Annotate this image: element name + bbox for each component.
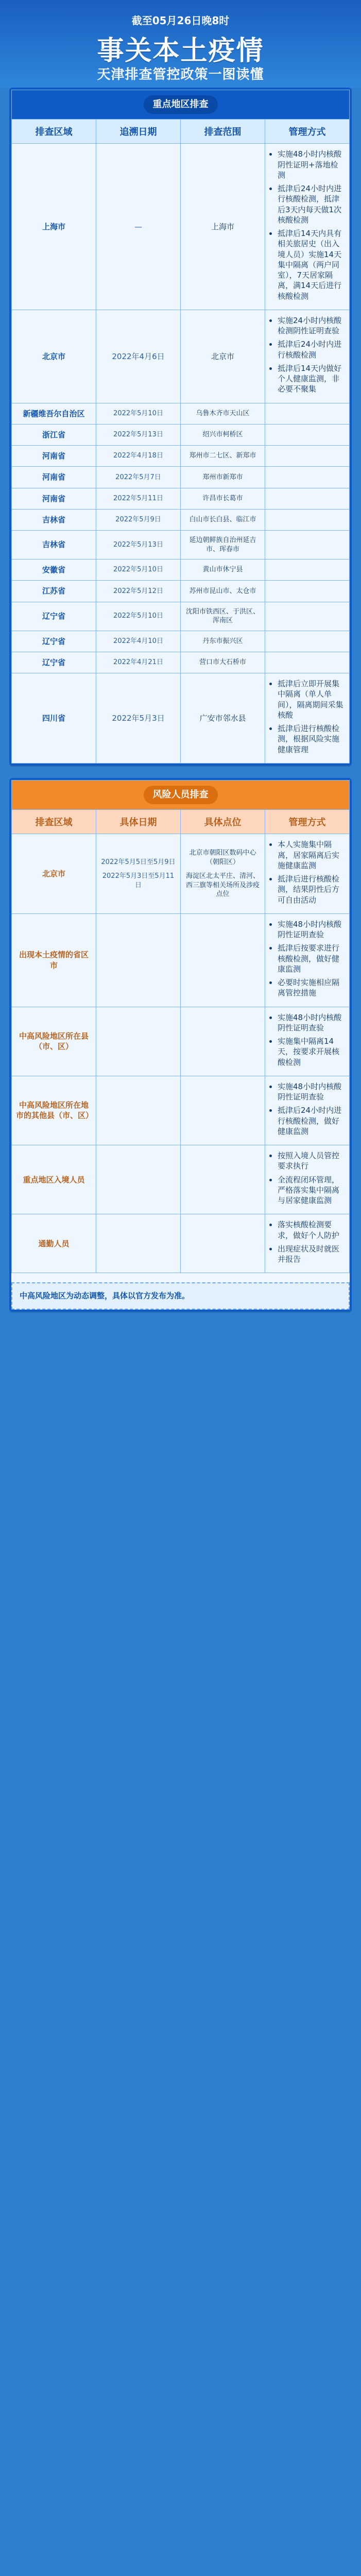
scope-cell: 黄山市休宁县 bbox=[181, 560, 265, 581]
method-item: • 必要时实施相应隔离管控措施 bbox=[278, 977, 345, 998]
scope-cell: 郑州市新郑市 bbox=[181, 467, 265, 488]
section-1-row bbox=[12, 652, 350, 673]
date-line: 截至05月26日晚8时 bbox=[131, 14, 230, 27]
region-cell: 浙江省 bbox=[12, 424, 96, 445]
page-subtitle: 天津排查管控政策一图读懂 bbox=[97, 67, 264, 82]
method-cell bbox=[265, 531, 350, 560]
method-item: • 出现症状及时就医并报告 bbox=[278, 1244, 345, 1265]
date-gap bbox=[100, 867, 176, 872]
method-list bbox=[269, 315, 345, 395]
region-cell: 河南省 bbox=[12, 446, 96, 467]
method-list bbox=[269, 839, 345, 905]
region-cell: 辽宁省 bbox=[12, 602, 96, 631]
section-1-strip bbox=[12, 90, 350, 120]
method-item: • 全流程闭环管理，严格落实集中隔离与居家健康监测 bbox=[278, 1175, 345, 1206]
date-cell: 2022年4月10日 bbox=[96, 631, 181, 652]
region-cell: 河南省 bbox=[12, 467, 96, 488]
scope-cell: 绍兴市柯桥区 bbox=[181, 424, 265, 445]
method-cell bbox=[265, 602, 350, 631]
section-1-row bbox=[12, 424, 350, 445]
method-cell bbox=[265, 424, 350, 445]
scope-cell: 丹东市振兴区 bbox=[181, 631, 265, 652]
date-cell: 2022年5月9日 bbox=[96, 509, 181, 530]
method-list bbox=[269, 149, 345, 301]
col-date-header: 具体日期 bbox=[96, 810, 181, 834]
method-cell bbox=[265, 403, 350, 424]
date-cell: 2022年4月6日 bbox=[96, 310, 181, 403]
section-1-header-row bbox=[12, 120, 350, 144]
method-list bbox=[269, 1219, 345, 1264]
method-cell bbox=[265, 652, 350, 673]
col-method-header: 管理方式 bbox=[265, 120, 350, 144]
method-cell bbox=[265, 631, 350, 652]
region-cell: 吉林省 bbox=[12, 509, 96, 530]
footer-note: 中高风险地区为动态调整，具体以官方发布为准。 bbox=[11, 1282, 350, 1310]
date-cell: 2022年5月10日 bbox=[96, 560, 181, 581]
scope-cell: 营口市大石桥市 bbox=[181, 652, 265, 673]
method-cell bbox=[265, 913, 350, 1007]
date-cell bbox=[96, 1007, 181, 1076]
place-cell bbox=[181, 1076, 265, 1145]
place-cell bbox=[181, 913, 265, 1007]
scope-cell: 许昌市长葛市 bbox=[181, 488, 265, 509]
scope-cell: 苏州市昆山市、太仓市 bbox=[181, 581, 265, 602]
method-cell bbox=[265, 488, 350, 509]
place-line: 海淀区北太平庄、清河、西三旗等相关场所及涉疫点位 bbox=[185, 872, 260, 899]
method-item: • 抵津后按要求进行核酸检测，做好健康监测 bbox=[278, 943, 345, 974]
date-cell: 2022年5月10日 bbox=[96, 403, 181, 424]
date-cell: 2022年5月12日 bbox=[96, 581, 181, 602]
region-cell: 北京市 bbox=[12, 310, 96, 403]
method-item: • 实施48小时内核酸阴性证明查验 bbox=[278, 1012, 345, 1033]
section-2-strip-cell bbox=[12, 780, 350, 809]
place-cell bbox=[181, 1007, 265, 1076]
method-cell bbox=[265, 446, 350, 467]
method-cell bbox=[265, 467, 350, 488]
method-list bbox=[269, 1012, 345, 1067]
date-cell bbox=[96, 913, 181, 1007]
section-1-table bbox=[11, 90, 350, 764]
section-2-row bbox=[12, 913, 350, 1007]
date-line: 2022年5月5日至5月9日 bbox=[101, 858, 176, 866]
place-line: 北京市朝阳区数码中心（朝阳区） bbox=[189, 849, 256, 866]
scope-cell: 北京市 bbox=[181, 310, 265, 403]
section-2-row bbox=[12, 1007, 350, 1076]
section-2-strip-label: 风险人员排查 bbox=[144, 786, 218, 804]
method-cell bbox=[265, 581, 350, 602]
col-region-header: 排查区域 bbox=[12, 120, 96, 144]
method-item: • 实施24小时内核酸检测阴性证明查验 bbox=[278, 315, 345, 336]
section-1-row bbox=[12, 531, 350, 560]
region-cell: 江苏省 bbox=[12, 581, 96, 602]
region-cell: 辽宁省 bbox=[12, 631, 96, 652]
section-1-row bbox=[12, 602, 350, 631]
method-item: • 实施集中隔离14天，按要求开展核酸检测 bbox=[278, 1036, 345, 1067]
section-gap bbox=[9, 766, 352, 778]
place-gap bbox=[185, 867, 261, 872]
col-method-header: 管理方式 bbox=[265, 810, 350, 834]
date-cell: 2022年5月13日 bbox=[96, 424, 181, 445]
region-cell: 中高风险地区所在县（市、区） bbox=[12, 1007, 96, 1076]
section-1-strip-cell bbox=[12, 90, 350, 120]
method-item: • 本人实施集中隔离，居家隔离后实施健康监测 bbox=[278, 839, 345, 871]
method-cell bbox=[265, 1145, 350, 1214]
method-item: • 抵津后24小时内进行核酸检测，抵津后3天内每天做1次核酸检测 bbox=[278, 183, 345, 225]
method-item: • 抵津后进行核酸检测，根据风险实施健康管理 bbox=[278, 723, 345, 755]
date-cell: 2022年5月11日 bbox=[96, 488, 181, 509]
section-1-row bbox=[12, 310, 350, 403]
place-cell bbox=[181, 1145, 265, 1214]
method-item: • 抵津后14天内做好个人健康监测，非必要不聚集 bbox=[278, 363, 345, 395]
section-1-row bbox=[12, 144, 350, 310]
section-1-row bbox=[12, 446, 350, 467]
section-1-row bbox=[12, 467, 350, 488]
date-cell bbox=[96, 1145, 181, 1214]
method-item: • 抵津后进行核酸检测，结果阴性后方可自由活动 bbox=[278, 874, 345, 905]
scope-cell: 上海市 bbox=[181, 144, 265, 310]
section-1-row bbox=[12, 673, 350, 764]
bottom-spacer bbox=[9, 1312, 352, 2239]
region-cell: 吉林省 bbox=[12, 531, 96, 560]
section-2-row bbox=[12, 834, 350, 914]
region-cell: 辽宁省 bbox=[12, 652, 96, 673]
date-line: 2022年5月3日至5月11日 bbox=[102, 872, 175, 889]
section-2-row bbox=[12, 1145, 350, 1214]
method-item: • 按照入境人员管控要求执行 bbox=[278, 1150, 345, 1172]
date-cell: 2022年5月13日 bbox=[96, 531, 181, 560]
region-cell: 出现本土疫情的省区市 bbox=[12, 913, 96, 1007]
region-cell: 新疆维吾尔自治区 bbox=[12, 403, 96, 424]
date-cell: 2022年5月7日 bbox=[96, 467, 181, 488]
region-cell: 河南省 bbox=[12, 488, 96, 509]
section-2-card bbox=[9, 778, 352, 1312]
section-1-card bbox=[9, 88, 352, 766]
scope-cell: 延边朝鲜族自治州延吉市、珲春市 bbox=[181, 531, 265, 560]
method-item: • 实施48小时内核酸阴性证明查验 bbox=[278, 919, 345, 940]
section-1-row bbox=[12, 403, 350, 424]
date-cell: — bbox=[96, 144, 181, 310]
section-2-header-row bbox=[12, 810, 350, 834]
section-1-row bbox=[12, 581, 350, 602]
col-date-header: 追溯日期 bbox=[96, 120, 181, 144]
section-1-row bbox=[12, 631, 350, 652]
method-cell bbox=[265, 310, 350, 403]
method-cell bbox=[265, 509, 350, 530]
col-region-header: 排查区域 bbox=[12, 810, 96, 834]
place-cell bbox=[181, 834, 265, 914]
section-1-strip-label: 重点地区排查 bbox=[144, 95, 218, 114]
region-cell: 重点地区入境人员 bbox=[12, 1145, 96, 1214]
method-cell bbox=[265, 560, 350, 581]
method-item: • 实施48小时内核酸阴性证明查验 bbox=[278, 1081, 345, 1103]
region-cell: 安徽省 bbox=[12, 560, 96, 581]
section-2-row bbox=[12, 1214, 350, 1273]
section-1-row bbox=[12, 488, 350, 509]
date-cell bbox=[96, 834, 181, 914]
method-item: • 抵津后14天内具有相关旅居史（出入境人员）实施14天集中隔离（两户同室），7天居家隔离，满14天后进行核酸检测 bbox=[278, 228, 345, 301]
section-2-strip bbox=[12, 780, 350, 809]
method-item: • 落实核酸检测要求，做好个人防护 bbox=[278, 1219, 345, 1241]
scope-cell: 乌鲁木齐市天山区 bbox=[181, 403, 265, 424]
region-cell: 上海市 bbox=[12, 144, 96, 310]
method-item: • 抵津后24小时内进行核酸检测，做好健康监测 bbox=[278, 1105, 345, 1137]
date-cell: 2022年5月10日 bbox=[96, 602, 181, 631]
section-2-row bbox=[12, 1076, 350, 1145]
method-item: • 抵津后立即开展集中隔离（单人单间），隔离期间采集核酸 bbox=[278, 679, 345, 720]
method-cell bbox=[265, 1007, 350, 1076]
date-cell bbox=[96, 1076, 181, 1145]
method-list bbox=[269, 679, 345, 755]
date-cell: 2022年4月21日 bbox=[96, 652, 181, 673]
region-cell: 通勤人员 bbox=[12, 1214, 96, 1273]
col-scope-header: 排查范围 bbox=[181, 120, 265, 144]
date-cell: 2022年4月18日 bbox=[96, 446, 181, 467]
region-cell: 北京市 bbox=[12, 834, 96, 914]
method-list bbox=[269, 1081, 345, 1137]
scope-cell: 郑州市二七区、新郑市 bbox=[181, 446, 265, 467]
region-cell: 中高风险地区所在地市的其他县（市、区） bbox=[12, 1076, 96, 1145]
method-cell bbox=[265, 144, 350, 310]
date-cell bbox=[96, 1214, 181, 1273]
method-item: • 抵津后24小时内进行核酸检测 bbox=[278, 339, 345, 360]
place-cell bbox=[181, 1214, 265, 1273]
method-cell bbox=[265, 1076, 350, 1145]
scope-cell: 白山市长白县、临江市 bbox=[181, 509, 265, 530]
section-1-row bbox=[12, 560, 350, 581]
method-item: • 实施48小时内核酸阴性证明+落地检测 bbox=[278, 149, 345, 180]
region-cell: 四川省 bbox=[12, 673, 96, 764]
scope-cell: 沈阳市铁西区、于洪区、浑南区 bbox=[181, 602, 265, 631]
scope-cell: 广安市邻水县 bbox=[181, 673, 265, 764]
method-cell bbox=[265, 1214, 350, 1273]
col-place-header: 具体点位 bbox=[181, 810, 265, 834]
method-cell bbox=[265, 834, 350, 914]
date-cell: 2022年5月3日 bbox=[96, 673, 181, 764]
method-list bbox=[269, 1150, 345, 1206]
method-list bbox=[269, 919, 345, 998]
content bbox=[0, 88, 361, 2251]
method-cell bbox=[265, 673, 350, 764]
header bbox=[0, 0, 361, 88]
section-2-table bbox=[11, 780, 350, 1273]
page-title: 事关本土疫情 bbox=[97, 36, 264, 66]
section-1-row bbox=[12, 509, 350, 530]
